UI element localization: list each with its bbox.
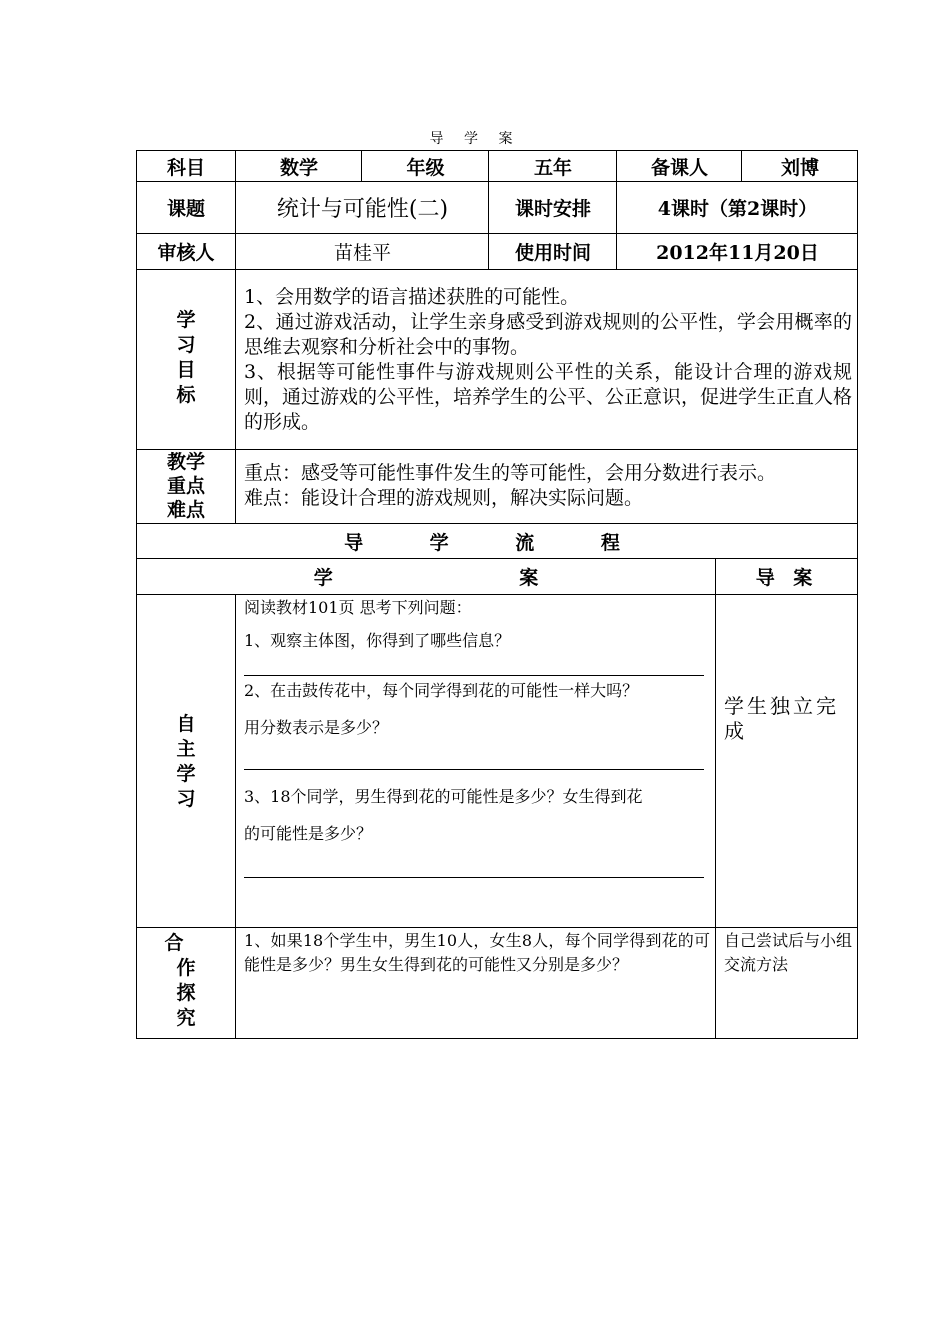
self-study-q3-line2: 的可能性是多少？ <box>244 824 373 843</box>
goal-item: 3、根据等可能性事件与游戏规则公平性的关系，能设计合理的游戏规则，通过游戏的公平性，培养学生的公平、公正意识，促进学生正直人格的形成。 <box>244 361 853 433</box>
self-study-intro: 阅读教材101页 思考下列问题： <box>244 598 472 617</box>
self-study-q2-line1: 2、在击鼓传花中，每个同学得到花的可能性一样大吗？ <box>244 681 639 700</box>
goals-label <box>136 308 236 408</box>
keypoints-label <box>136 450 236 522</box>
self-study-guide: 学生独立完成 <box>724 694 839 743</box>
goals-list <box>244 285 852 435</box>
guide-plan-header: 导 案 <box>755 567 819 589</box>
goal-item: 1、会用数学的语言描述获胜的可能性。 <box>244 286 580 308</box>
keypoints-content <box>244 461 856 511</box>
focus-text: 重点：感受等可能性事件发生的等可能性，会用分数进行表示。 <box>244 462 777 484</box>
study-plan-header: 学 案 <box>313 567 629 589</box>
cooperation-label-char: 探 <box>176 982 196 1004</box>
teacher-label: 备课人 <box>650 156 708 179</box>
cooperation-label <box>136 931 236 1031</box>
goals-label-char: 标 <box>176 384 196 406</box>
cooperation-label-char: 作 <box>176 957 196 979</box>
keypoints-label-line: 重点 <box>166 475 205 497</box>
grade-label: 年级 <box>406 156 445 179</box>
self-study-label-char: 学 <box>176 763 196 785</box>
subject-value: 数学 <box>279 156 318 179</box>
schedule-value: 4课时（第2课时） <box>657 198 818 220</box>
goals-label-char: 目 <box>176 359 196 381</box>
difficulty-text: 难点：能设计合理的游戏规则，解决实际问题。 <box>244 487 644 509</box>
goal-item: 2、通过游戏活动，让学生亲身感受到游戏规则的公平性，学会用概率的思维去观察和分析社会中的事物。 <box>244 311 852 358</box>
answer-line <box>244 769 704 770</box>
topic-value: 统计与可能性(二) <box>276 197 449 222</box>
answer-line <box>244 877 704 878</box>
flow-title: 导 学 流 程 <box>344 531 650 554</box>
cooperation-guide: 自己尝试后与小组交流方法 <box>724 931 853 974</box>
self-study-label-char: 主 <box>176 738 196 760</box>
date-label: 使用时间 <box>514 242 591 264</box>
cooperation-label-char: 合 <box>164 932 184 954</box>
reviewer-value: 苗桂平 <box>333 242 391 264</box>
subject-label: 科目 <box>166 156 205 179</box>
self-study-q1: 1、观察主体图，你得到了哪些信息？ <box>244 631 511 650</box>
self-study-label-char: 自 <box>176 713 196 735</box>
self-study-label <box>136 712 236 812</box>
cooperation-label-char: 究 <box>176 1007 196 1029</box>
keypoints-label-line: 难点 <box>166 499 205 521</box>
self-study-q3-line1: 3、18个同学，男生得到花的可能性是多少？女生得到花 <box>244 787 643 806</box>
reviewer-label: 审核人 <box>157 242 215 264</box>
answer-line <box>244 675 704 676</box>
cooperation-q1: 1、如果18个学生中，男生10人，女生8人，每个同学得到花的可能性是多少？男生女生得到花的可能性又分别是多少？ <box>244 931 710 974</box>
teacher-value: 刘博 <box>780 156 819 179</box>
self-study-q2-line2: 用分数表示是多少？ <box>244 718 389 737</box>
date-value: 2012年11月20日 <box>656 242 819 264</box>
grade-value: 五年 <box>533 156 572 179</box>
goals-label-char: 学 <box>176 309 196 331</box>
keypoints-label-line: 教学 <box>166 451 205 473</box>
topic-label: 课题 <box>166 198 205 220</box>
schedule-label: 课时安排 <box>514 198 591 220</box>
document-title: 导 学 案 <box>429 131 521 147</box>
goals-label-char: 习 <box>176 334 196 356</box>
self-study-label-char: 习 <box>176 788 196 810</box>
